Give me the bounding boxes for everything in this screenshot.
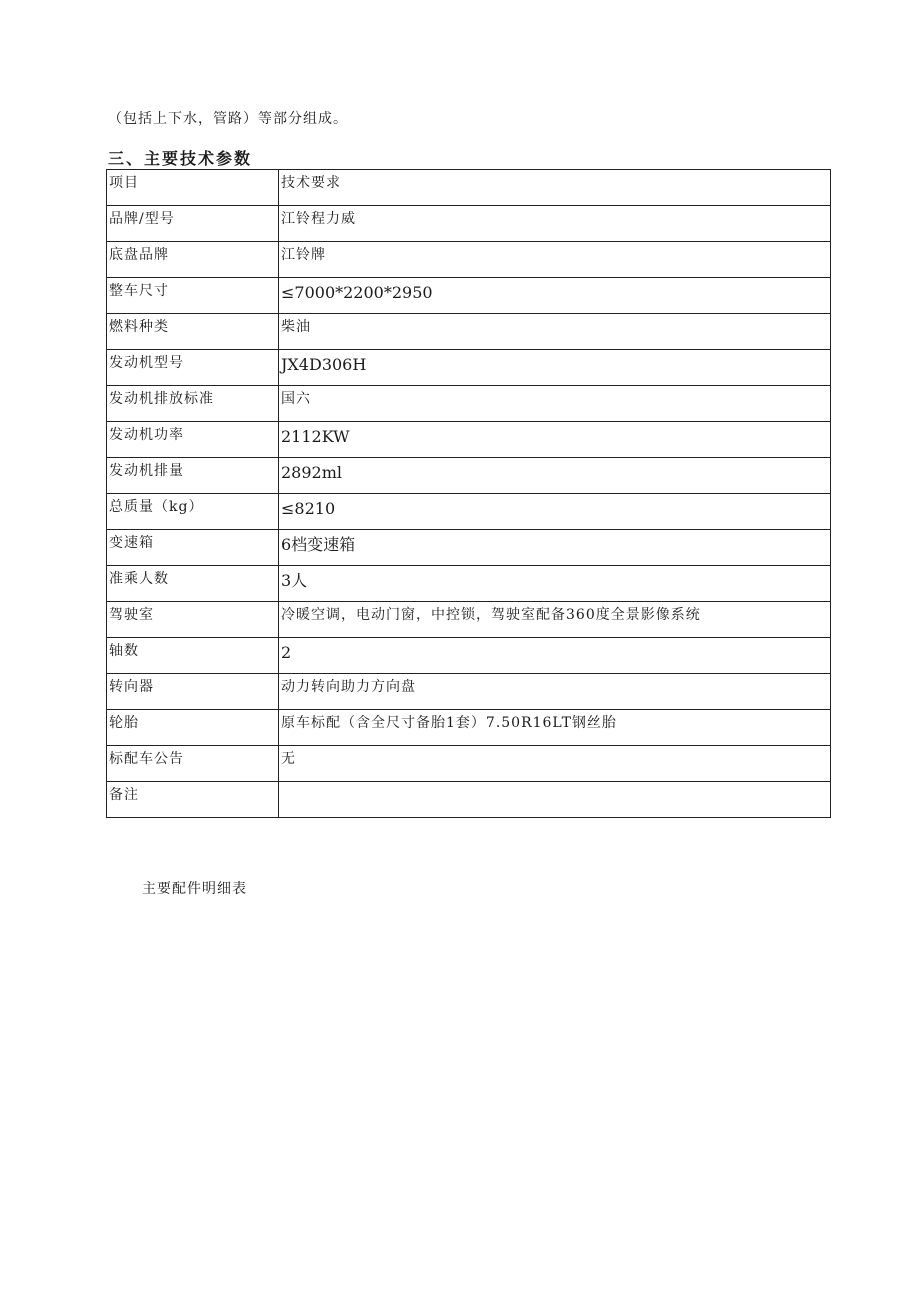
spec-table-body	[107, 170, 831, 818]
table-cell-value: ≤8210	[279, 494, 831, 530]
table-row	[107, 314, 831, 350]
table-cell-value: 3人	[279, 566, 831, 602]
table-row	[107, 782, 831, 818]
table-cell-value: 6档变速箱	[279, 530, 831, 566]
table-row	[107, 422, 831, 458]
table-row	[107, 674, 831, 710]
table-row	[107, 638, 831, 674]
table-cell-value: 2112KW	[279, 422, 831, 458]
table-cell-item: 发动机排量	[107, 458, 279, 494]
table-cell-item: 轮胎	[107, 710, 279, 746]
table-cell-value: 江铃程力威	[279, 206, 831, 242]
table-cell-value: 冷暖空调，电动门窗，中控锁，驾驶室配备360度全景影像系统	[279, 602, 831, 638]
table-cell-item: 标配车公告	[107, 746, 279, 782]
table-cell-item: 项目	[107, 170, 279, 206]
table-cell-item: 变速箱	[107, 530, 279, 566]
section-title: 三、主要技术参数	[108, 149, 253, 168]
table-cell-item: 发动机型号	[107, 350, 279, 386]
table-row	[107, 242, 831, 278]
table-cell-item: 整车尺寸	[107, 278, 279, 314]
table-cell-value: 国六	[279, 386, 831, 422]
table-row	[107, 206, 831, 242]
table-cell-item: 品牌/型号	[107, 206, 279, 242]
table-row	[107, 710, 831, 746]
table-cell-value: 动力转向助力方向盘	[279, 674, 831, 710]
table-row	[107, 350, 831, 386]
table-header-row	[107, 170, 831, 206]
table-cell-value: 无	[279, 746, 831, 782]
table-cell-item: 驾驶室	[107, 602, 279, 638]
footer-caption: 主要配件明细表	[142, 881, 247, 897]
table-cell-item: 发动机排放标准	[107, 386, 279, 422]
table-cell-value: 柴油	[279, 314, 831, 350]
table-cell-item: 总质量（kg）	[107, 494, 279, 530]
table-row	[107, 494, 831, 530]
table-row	[107, 458, 831, 494]
table-cell-value: 2	[279, 638, 831, 674]
table-cell-item: 轴数	[107, 638, 279, 674]
table-cell-item: 备注	[107, 782, 279, 818]
table-cell-value: 技术要求	[279, 170, 831, 206]
table-row	[107, 566, 831, 602]
table-cell-value: JX4D306H	[279, 350, 831, 386]
table-cell-value: 原车标配（含全尺寸备胎1套）7.50R16LT钢丝胎	[279, 710, 831, 746]
table-cell-item: 发动机功率	[107, 422, 279, 458]
table-cell-item: 准乘人数	[107, 566, 279, 602]
table-cell-value	[279, 782, 831, 818]
intro-text: （包括上下水，管路）等部分组成。	[108, 111, 348, 127]
table-row	[107, 746, 831, 782]
table-row	[107, 278, 831, 314]
table-row	[107, 386, 831, 422]
table-cell-value: ≤7000*2200*2950	[279, 278, 831, 314]
spec-table	[106, 169, 831, 818]
table-cell-item: 底盘品牌	[107, 242, 279, 278]
table-cell-value: 江铃牌	[279, 242, 831, 278]
table-cell-item: 转向器	[107, 674, 279, 710]
table-row	[107, 602, 831, 638]
table-cell-value: 2892ml	[279, 458, 831, 494]
table-row	[107, 530, 831, 566]
table-cell-item: 燃料种类	[107, 314, 279, 350]
